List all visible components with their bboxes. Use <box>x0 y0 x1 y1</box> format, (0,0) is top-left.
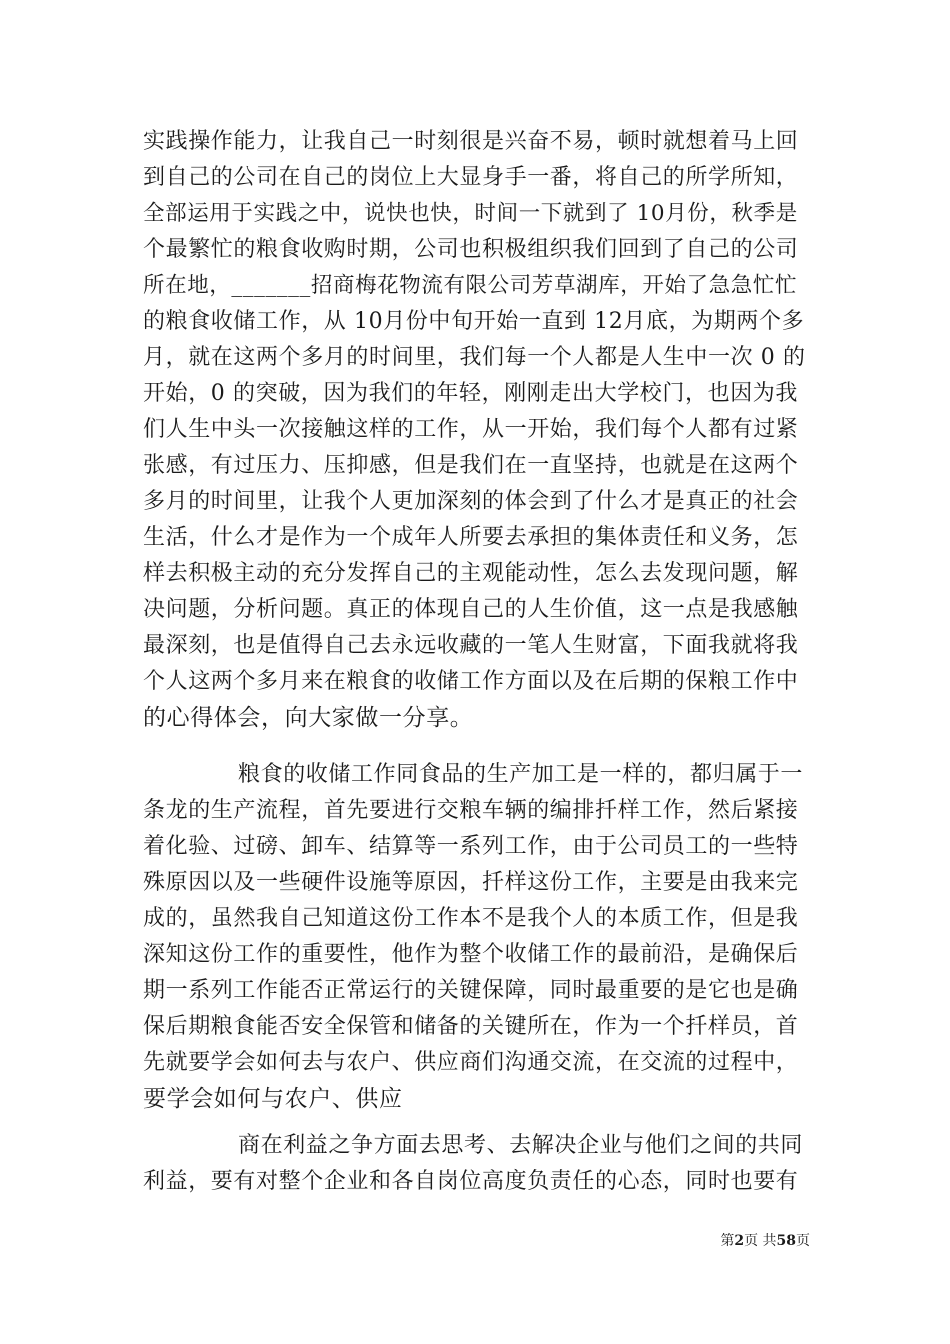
footer-suffix: 页 <box>796 1233 810 1249</box>
text-line: 到自己的公司在自己的岗位上大显身手一番，将自己的所学所知， <box>143 165 799 190</box>
text-line: 的心得体会，向大家做一分享。 <box>143 705 474 731</box>
text-line: 的粮食收储工作，从 10月份中旬开始一直到 12月底，为期两个多 <box>143 309 805 334</box>
text-line: 样去积极主动的充分发挥自己的主观能动性，怎么去发现问题，解 <box>143 561 799 586</box>
text-line: 最深刻，也是值得自己去永远收藏的一笔人生财富，下面我就将我 <box>143 633 799 658</box>
text-line: 所在地，_______招商梅花物流有限公司芳草湖库，开始了急急忙忙 <box>143 273 798 298</box>
page-number-footer <box>650 1232 810 1250</box>
text-line: 利益，要有对整个企业和各自岗位高度负责任的心态，同时也要有 <box>143 1169 799 1194</box>
text-line: 成的，虽然我自己知道这份工作本不是我个人的本质工作，但是我 <box>143 906 799 931</box>
total-page-count: 58 <box>776 1233 796 1249</box>
text-line: 着化验、过磅、卸车、结算等一系列工作，由于公司员工的一些特 <box>143 834 799 859</box>
footer-prefix: 第 <box>720 1233 735 1249</box>
paragraph-first-line: 粮食的收储工作同食品的生产加工是一样的，都归属于一 <box>238 762 804 787</box>
text-line: 先就要学会如何去与农户、供应商们沟通交流，在交流的过程中， <box>143 1050 799 1075</box>
text-line: 决问题，分析问题。真正的体现自己的人生价值，这一点是我感触 <box>143 597 799 622</box>
text-line: 期一系列工作能否正常运行的关键保障，同时最重要的是它也是确 <box>143 978 799 1003</box>
text-line: 个人这两个多月来在粮食的收储工作方面以及在后期的保粮工作中 <box>143 669 799 694</box>
text-line: 个最繁忙的粮食收购时期，公司也积极组织我们回到了自己的公司 <box>143 237 799 262</box>
text-line: 多月的时间里，让我个人更加深刻的体会到了什么才是真正的社会 <box>143 489 799 514</box>
text-line: 们人生中头一次接触这样的工作，从一开始，我们每个人都有过紧 <box>143 417 799 442</box>
text-line: 月，就在这两个多月的时间里，我们每一个人都是人生中一次 0 的 <box>143 345 806 370</box>
text-line: 殊原因以及一些硬件设施等原因，扦样这份工作，主要是由我来完 <box>143 870 799 895</box>
text-line: 生活，什么才是作为一个成年人所要去承担的集体责任和义务，怎 <box>143 525 799 550</box>
text-line: 开始，0 的突破，因为我们的年轻，刚刚走出大学校门，也因为我 <box>143 381 798 406</box>
text-line: 张感，有过压力、压抑感，但是我们在一直坚持，也就是在这两个 <box>143 453 799 478</box>
text-line: 要学会如何与农户、供应 <box>143 1086 403 1112</box>
paragraph-first-line: 商在利益之争方面去思考、去解决企业与他们之间的共同 <box>238 1133 804 1158</box>
footer-middle: 页 共 <box>744 1233 777 1249</box>
text-line: 全部运用于实践之中，说快也快，时间一下就到了 10月份，秋季是 <box>143 201 798 226</box>
text-line: 保后期粮食能否安全保管和储备的关键所在，作为一个扦样员，首 <box>143 1014 799 1039</box>
text-line: 条龙的生产流程，首先要进行交粮车辆的编排扦样工作，然后紧接 <box>143 798 799 823</box>
text-line: 实践操作能力，让我自己一时刻很是兴奋不易，顿时就想着马上回 <box>143 129 799 154</box>
text-line: 深知这份工作的重要性，他作为整个收储工作的最前沿，是确保后 <box>143 942 799 967</box>
current-page-number: 2 <box>734 1233 745 1249</box>
